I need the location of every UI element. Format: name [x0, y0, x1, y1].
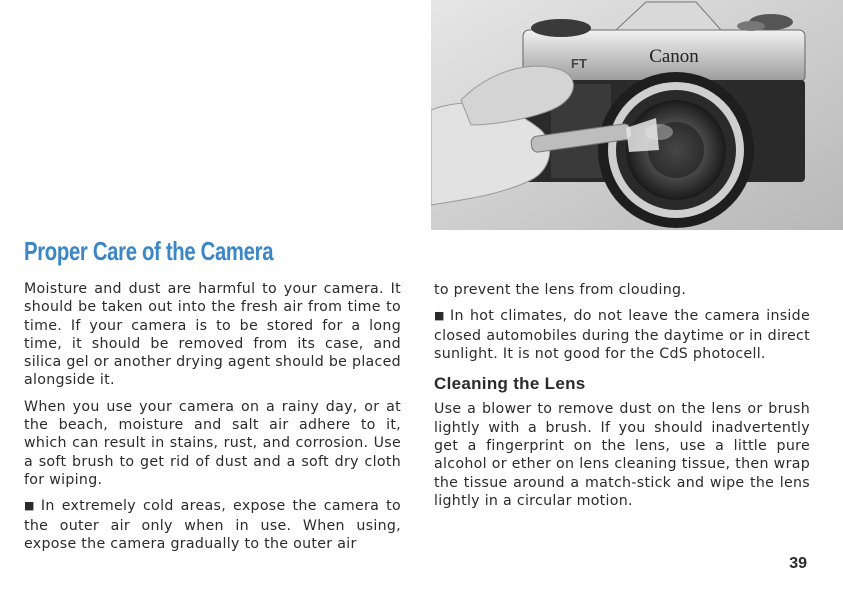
camera-illustration [431, 0, 843, 230]
bullet-icon: ■ [434, 309, 447, 323]
page-title: Proper Care of the Camera [24, 236, 274, 266]
paragraph-rainy-day: When you use your camera on a rainy day, or at the beach, moisture and salt air adhere to it, which can result in stains, rust, and corrosion. Use a soft brush to get rid of dust and a soft dry cloth for wiping. [24, 398, 401, 488]
paragraph-hot-climates [434, 307, 810, 363]
camera-photo [431, 0, 843, 230]
paragraph-continuation: to prevent the lens from clouding. [434, 282, 687, 298]
page-number: 39 [789, 555, 807, 572]
paragraph-cold-areas-text: In extremely cold areas, expose the camera to the outer air only when in use. When using, expose the camera gradually to the outer air [24, 498, 401, 552]
section-heading: Cleaning the Lens [434, 374, 586, 394]
paragraph-cleaning: Use a blower to remove dust on the lens or brush lightly with a brush. If you should inadvertently get a fingerprint on the lens, use a little pure alcohol or ether on lens cleaning tissue, then wrap the tissue around a match-stick and wipe the lens lightly in a circular motion. [434, 401, 810, 509]
bullet-icon: ■ [24, 499, 37, 513]
paragraph-moisture: Moisture and dust are harmful to your camera. It should be taken out into the fresh air from time to time. If your camera is to be stored for a long time, it should be removed from its case, and silica gel or another drying agent should be placed alongside it. [24, 281, 401, 389]
left-column [24, 280, 401, 561]
model-text: FT [571, 56, 587, 71]
brand-text: Canon [649, 46, 699, 67]
paragraph-cold-areas [24, 497, 401, 553]
right-column [434, 281, 810, 518]
paragraph-hot-climates-text: In hot climates, do not leave the camera inside closed automobiles during the daytime or in direct sunlight. It is not good for the CdS photocell. [434, 308, 810, 362]
